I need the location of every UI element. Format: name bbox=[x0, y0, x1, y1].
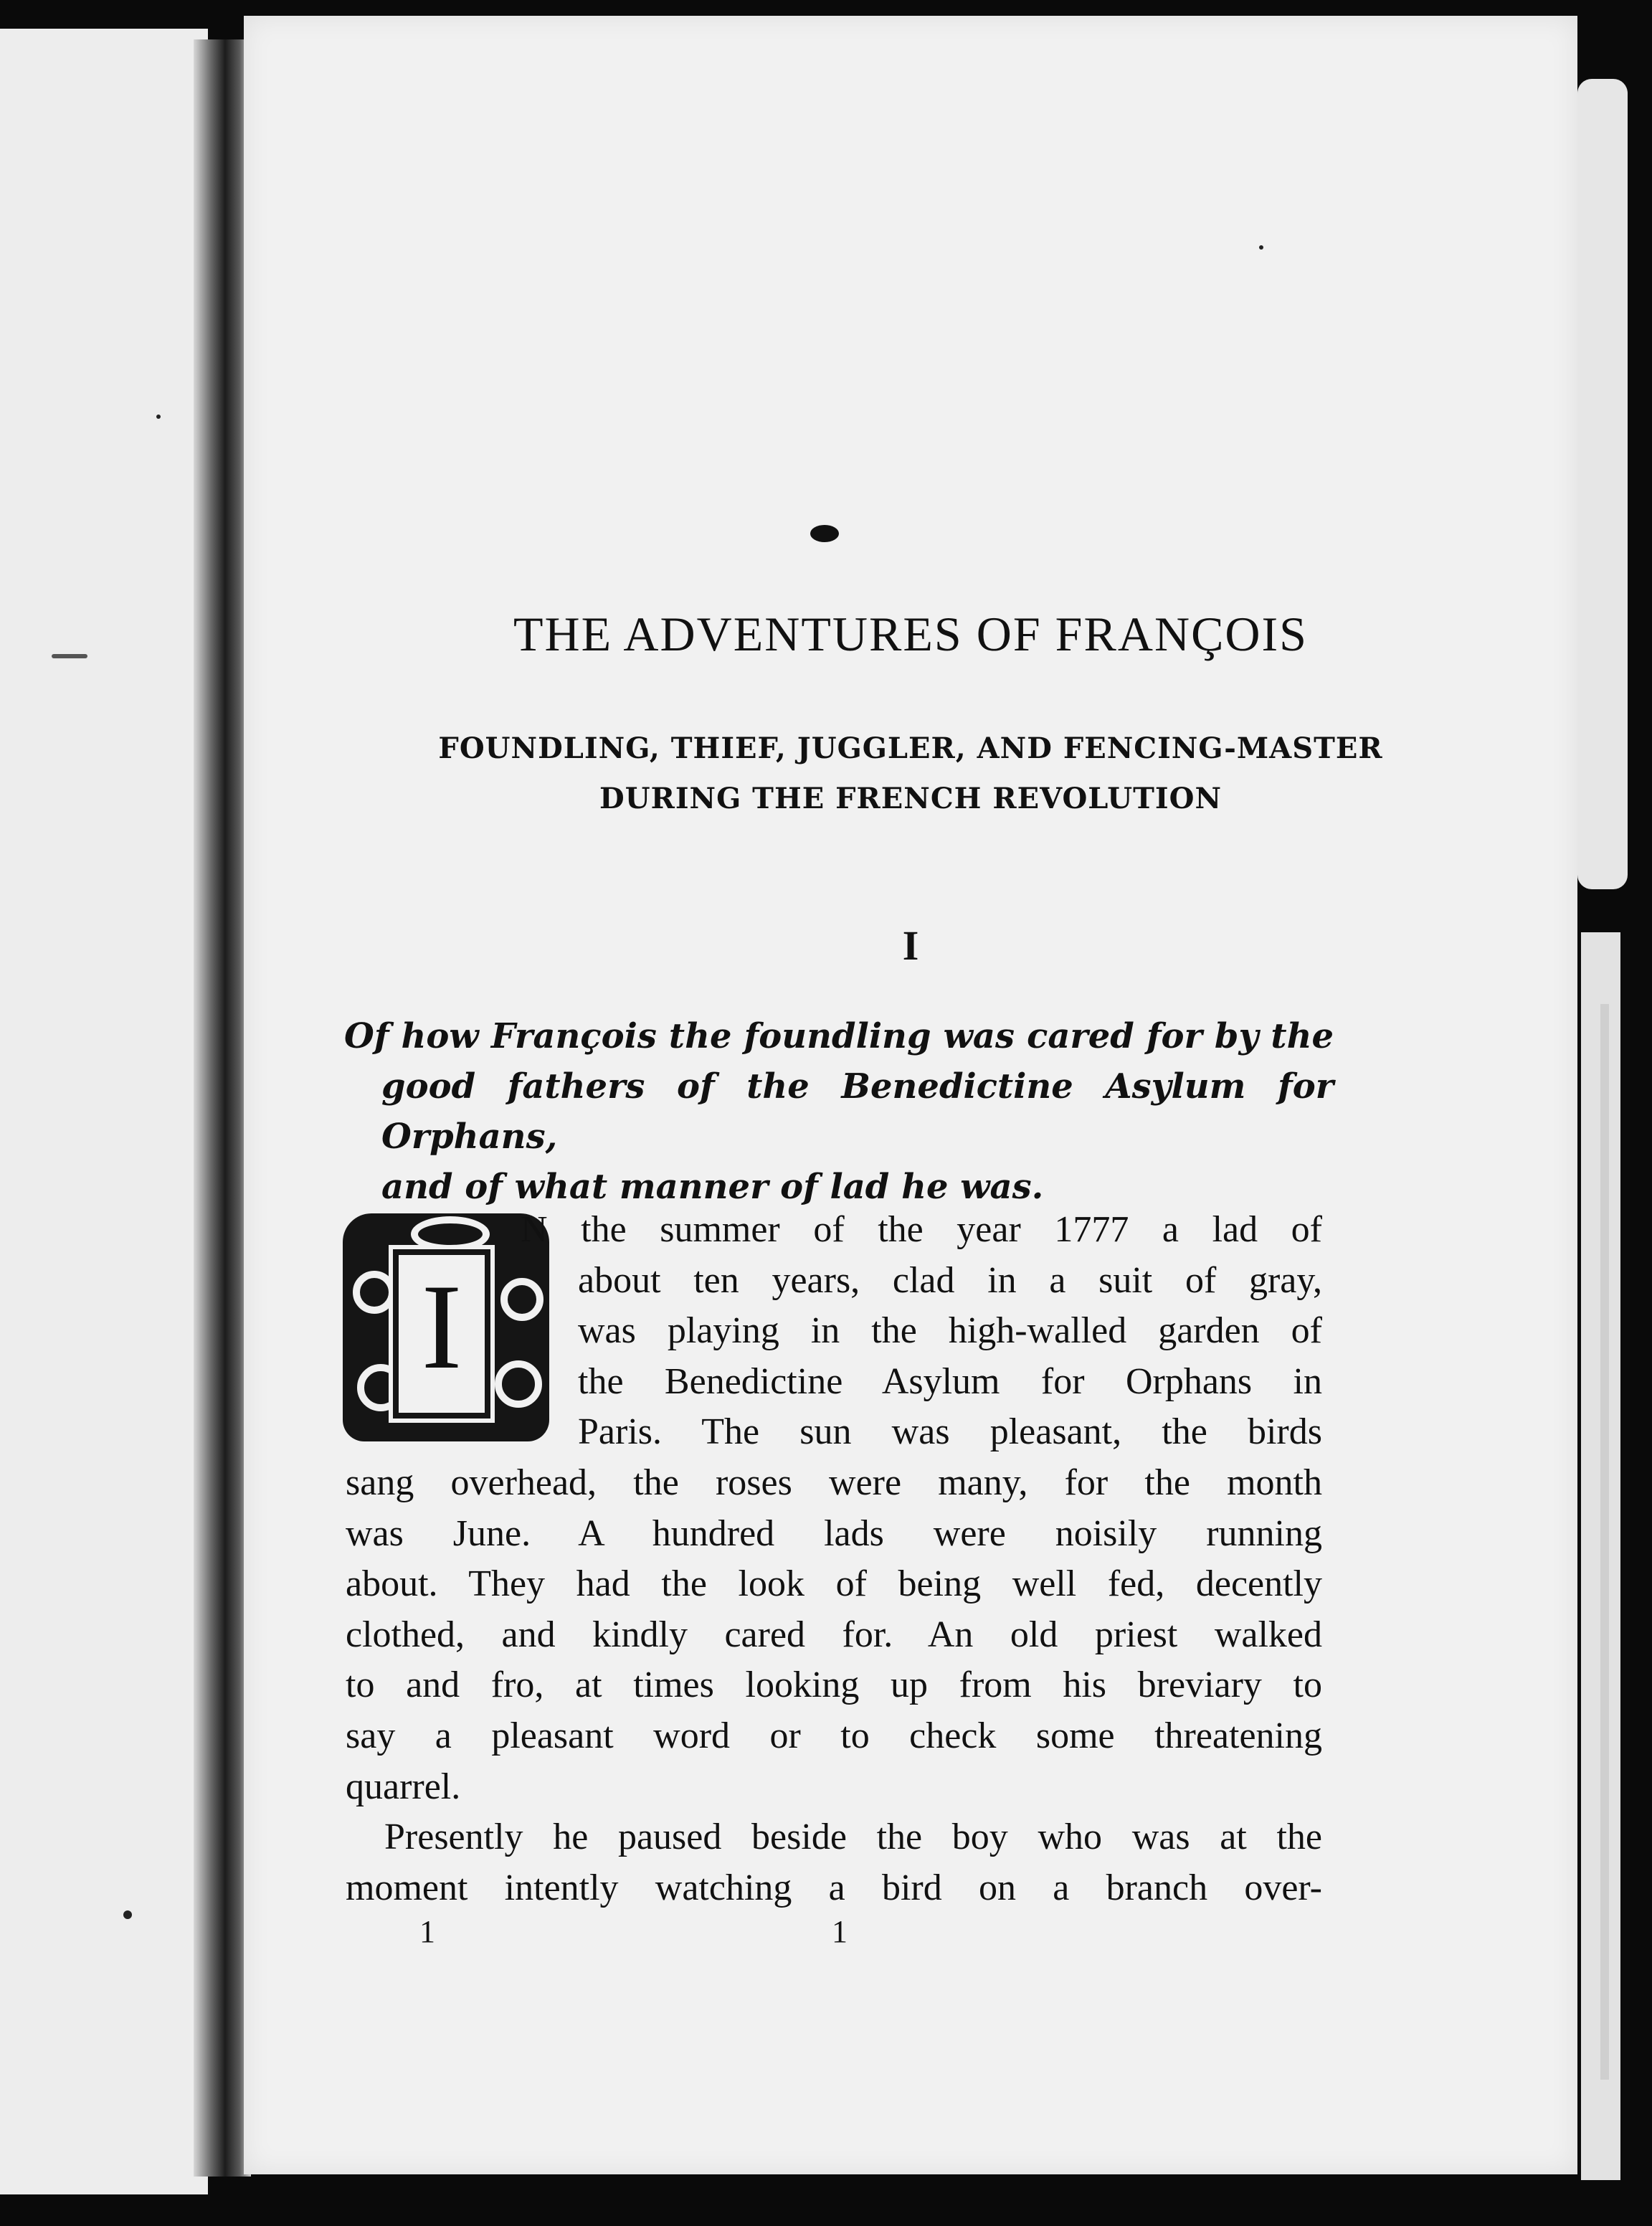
ink-speck bbox=[123, 1910, 132, 1919]
body-line: about. They had the look of being well fed, decently bbox=[346, 1563, 1322, 1605]
body-line: the Benedictine Asylum for Orphans in bbox=[578, 1360, 1322, 1402]
summary-line: good fathers of the Benedictine Asylum for Orphans, bbox=[381, 1066, 1334, 1157]
title-ornament bbox=[810, 525, 839, 542]
chapter-number: I bbox=[902, 922, 919, 969]
subtitle-line: DURING THE FRENCH REVOLUTION bbox=[599, 782, 1222, 815]
page-number: 1 bbox=[832, 1914, 848, 1949]
facing-page bbox=[0, 29, 208, 2194]
chapter-body bbox=[346, 1205, 1322, 1913]
summary-line: and of what manner of lad he was. bbox=[381, 1167, 1044, 1207]
signature-mark: 1 bbox=[419, 1914, 435, 1949]
body-line: was playing in the high-walled garden of bbox=[578, 1310, 1322, 1352]
body-line: quarrel. bbox=[346, 1766, 461, 1807]
body-line: sang overhead, the roses were many, for the month bbox=[346, 1462, 1322, 1503]
body-line: Paris. The sun was pleasant, the birds bbox=[578, 1411, 1322, 1453]
body-line: Presently he paused beside the boy who was at the bbox=[384, 1817, 1322, 1858]
body-line: about ten years, clad in a suit of gray, bbox=[578, 1259, 1322, 1301]
subtitle-line: FOUNDLING, THIEF, JUGGLER, AND FENCING-MASTER bbox=[438, 731, 1383, 765]
body-line: say a pleasant word or to check some threatening bbox=[346, 1715, 1322, 1756]
body-line: clothed, and kindly cared for. An old priest walked bbox=[346, 1614, 1322, 1655]
book-gutter bbox=[194, 39, 251, 2177]
ink-speck bbox=[1259, 245, 1263, 250]
ink-speck bbox=[52, 654, 87, 658]
body-line: to and fro, at times looking up from his breviary to bbox=[346, 1664, 1322, 1706]
page-edge bbox=[1600, 1004, 1609, 2080]
book-title: THE ADVENTURES OF FRANÇOIS bbox=[513, 607, 1308, 661]
summary-line: Of how François the foundling was cared for by the bbox=[344, 1016, 1334, 1056]
body-line: was June. A hundred lads were noisily running bbox=[346, 1512, 1322, 1554]
body-line: moment intently watching a bird on a branch over- bbox=[346, 1867, 1322, 1908]
body-line: N the summer of the year 1777 a lad of bbox=[521, 1209, 1322, 1250]
page-edge bbox=[1577, 79, 1628, 889]
chapter-summary bbox=[344, 1011, 1334, 1212]
drop-cap-letter: I bbox=[421, 1259, 462, 1394]
ink-speck bbox=[156, 415, 161, 419]
